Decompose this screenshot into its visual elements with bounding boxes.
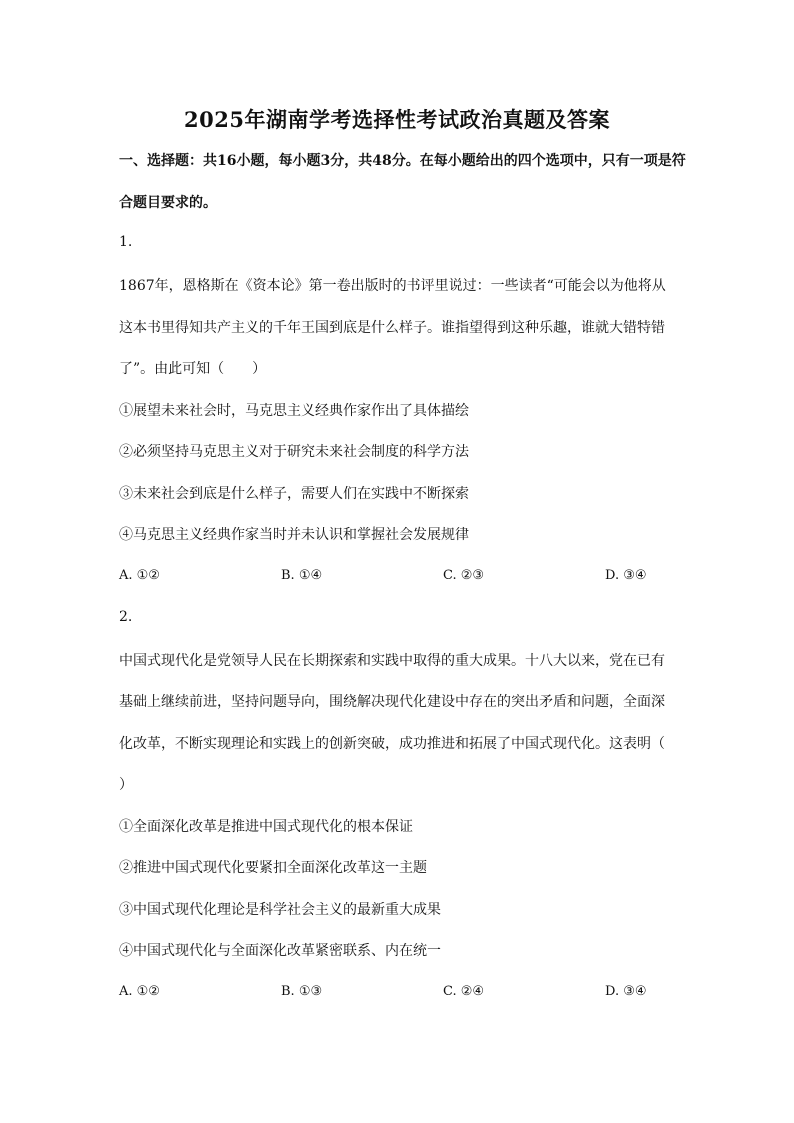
question-1-statement-2: ②必须坚持马克思主义对于研究未来社会制度的科学方法 bbox=[119, 444, 469, 460]
question-1-option-b: B. ①④ bbox=[281, 568, 323, 583]
question-2-stem-line-2: 基础上继续前进，坚持问题导向，围绕解决现代化建设中存在的突出矛盾和问题，全面深 bbox=[119, 694, 665, 710]
question-2-statement-4: ④中国式现代化与全面深化改革紧密联系、内在统一 bbox=[119, 943, 441, 959]
question-2-statement-3: ③中国式现代化理论是科学社会主义的最新重大成果 bbox=[119, 902, 441, 918]
question-1-number: 1. bbox=[119, 234, 133, 250]
question-1-stem-line-2: 这本书里得知共产主义的千年王国到底是什么样子。谁指望得到这种乐趣，谁就大错特错 bbox=[119, 320, 665, 336]
question-1-statement-4: ④马克思主义经典作家当时并未认识和掌握社会发展规律 bbox=[119, 527, 469, 543]
question-2-option-d: D. ③④ bbox=[605, 984, 647, 999]
question-2-number: 2. bbox=[119, 609, 133, 625]
question-2-statement-1: ①全面深化改革是推进中国式现代化的根本保证 bbox=[119, 819, 413, 835]
question-2-option-b: B. ①③ bbox=[281, 984, 323, 999]
question-2-options bbox=[119, 984, 679, 1004]
question-1-statement-1: ①展望未来社会时，马克思主义经典作家作出了具体描绘 bbox=[119, 403, 469, 419]
question-1-options bbox=[119, 568, 679, 588]
question-2-statement-2: ②推进中国式现代化要紧扣全面深化改革这一主题 bbox=[119, 860, 427, 876]
question-1-option-c: C. ②③ bbox=[443, 568, 485, 583]
question-2-stem-line-1: 中国式现代化是党领导人民在长期探索和实践中取得的重大成果。十八大以来，党在已有 bbox=[119, 653, 665, 669]
document-title: 2025年湖南学考选择性考试政治真题及答案 bbox=[184, 107, 610, 132]
question-1-option-d: D. ③④ bbox=[605, 568, 647, 583]
question-2-stem-line-4: ） bbox=[119, 777, 133, 793]
question-2-option-a: A. ①② bbox=[119, 984, 160, 999]
section-heading-line-2: 合题目要求的。 bbox=[119, 195, 217, 211]
question-1-stem-line-1: 1867年，恩格斯在《资本论》第一卷出版时的书评里说过：一些读者“可能会以为他将从 bbox=[119, 278, 666, 294]
question-2-stem-line-3: 化改革，不断实现理论和实践上的创新突破，成功推进和拓展了中国式现代化。这表明（ bbox=[119, 736, 665, 752]
question-2-option-c: C. ②④ bbox=[443, 984, 485, 999]
question-1-option-a: A. ①② bbox=[119, 568, 160, 583]
section-heading-line-1: 一、选择题：共16小题，每小题3分，共48分。在每小题给出的四个选项中，只有一项是符 bbox=[119, 153, 686, 169]
question-1-stem-line-3: 了”。由此可知（ ） bbox=[119, 361, 267, 377]
question-1-statement-3: ③未来社会到底是什么样子，需要人们在实践中不断探索 bbox=[119, 486, 469, 502]
